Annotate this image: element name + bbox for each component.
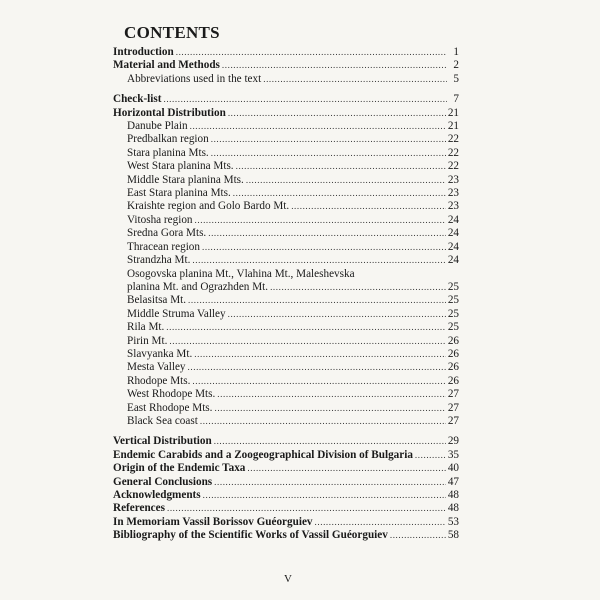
toc-entry-page: 25 bbox=[447, 307, 459, 320]
dot-leader bbox=[263, 73, 447, 86]
toc-entry bbox=[113, 375, 459, 388]
toc-entry bbox=[113, 133, 459, 146]
dot-leader bbox=[390, 529, 446, 542]
toc-entry-label: West Rhodope Mts. bbox=[127, 388, 216, 401]
toc-entry bbox=[113, 449, 459, 462]
toc-entry-page: 58 bbox=[447, 529, 459, 542]
dot-leader bbox=[291, 200, 446, 213]
dot-leader bbox=[222, 59, 447, 72]
dot-leader bbox=[192, 254, 445, 267]
toc-entry bbox=[113, 241, 459, 254]
dot-leader bbox=[211, 147, 446, 160]
toc-entry-label: East Rhodope Mts. bbox=[127, 401, 213, 414]
toc-entry bbox=[113, 254, 459, 267]
dot-leader bbox=[203, 489, 446, 502]
toc-entry-label: East Stara planina Mts. bbox=[127, 187, 231, 200]
toc-entry-page: 1 bbox=[453, 46, 459, 58]
toc-entry-label: Horizontal Distribution bbox=[113, 106, 226, 119]
toc-entry-page: 23 bbox=[447, 200, 459, 213]
toc-entry bbox=[113, 516, 459, 529]
dot-leader bbox=[315, 516, 446, 529]
toc-entry-label: planina Mt. and Ograzhden Mt. bbox=[127, 280, 269, 293]
toc-entry-page: 53 bbox=[447, 515, 459, 528]
dot-leader bbox=[192, 375, 445, 388]
dot-leader bbox=[211, 133, 446, 146]
toc-entry-page: 26 bbox=[447, 334, 459, 347]
toc-entry-page: 24 bbox=[447, 213, 459, 226]
toc-entry-page: 29 bbox=[447, 435, 459, 448]
toc-entry bbox=[113, 308, 459, 321]
toc-entry-label: Sredna Gora Mts. bbox=[127, 227, 207, 240]
toc-entry bbox=[113, 462, 459, 475]
toc-entry-label: Predbalkan region bbox=[127, 133, 209, 146]
toc-entry-page: 24 bbox=[447, 227, 459, 240]
toc-entry-page: 23 bbox=[447, 173, 459, 186]
toc-entry-label: Middle Struma Valley bbox=[127, 307, 226, 320]
dot-leader bbox=[270, 281, 446, 294]
toc-entry bbox=[113, 335, 459, 348]
toc-entry-page: 21 bbox=[447, 120, 459, 133]
toc-entry-page: 21 bbox=[447, 106, 459, 119]
toc-entry bbox=[113, 93, 459, 106]
toc-entry-page: 48 bbox=[447, 502, 459, 515]
toc-entry-label: General Conclusions bbox=[113, 475, 213, 488]
dot-leader bbox=[176, 46, 447, 59]
toc-entry-label: Osogovska planina Mt., Vlahina Mt., Maleshevska bbox=[127, 267, 355, 280]
toc-entry-label: References bbox=[113, 502, 165, 515]
dot-leader bbox=[236, 160, 446, 173]
toc-entry bbox=[113, 321, 459, 334]
toc-entry-label: Stara planina Mts. bbox=[127, 146, 209, 159]
toc-entry bbox=[113, 294, 459, 307]
toc-entry bbox=[113, 415, 459, 428]
toc-entry-label: Middle Stara planina Mts. bbox=[127, 173, 244, 186]
toc-entry bbox=[113, 281, 459, 294]
toc-entry-page: 35 bbox=[447, 448, 459, 461]
toc-entry-label: Rhodope Mts. bbox=[127, 374, 191, 387]
dot-leader bbox=[188, 294, 446, 307]
toc-entry bbox=[113, 361, 459, 374]
dot-leader bbox=[202, 241, 446, 254]
toc-entry-page: 26 bbox=[447, 374, 459, 387]
dot-leader bbox=[167, 502, 446, 515]
toc-entry-page: 22 bbox=[447, 133, 459, 146]
toc-entry bbox=[113, 120, 459, 133]
dot-leader bbox=[188, 361, 446, 374]
dot-leader bbox=[214, 402, 445, 415]
page-number: V bbox=[284, 573, 292, 585]
dot-leader bbox=[228, 107, 446, 120]
toc-entry-page: 22 bbox=[447, 160, 459, 173]
toc-entry-page: 25 bbox=[447, 280, 459, 293]
toc-entry-page: 27 bbox=[447, 401, 459, 414]
toc-entry-label: Belasitsa Mt. bbox=[127, 294, 187, 307]
dot-leader bbox=[208, 227, 446, 240]
dot-leader bbox=[194, 348, 446, 361]
toc-entry-page: 26 bbox=[447, 347, 459, 360]
toc-entry-page: 40 bbox=[447, 462, 459, 475]
toc-entry-label: Material and Methods bbox=[113, 59, 220, 72]
toc-entry-page: 25 bbox=[447, 321, 459, 334]
toc-entry-label: Vitosha region bbox=[127, 213, 193, 226]
toc-entry bbox=[113, 489, 459, 502]
toc-entry-page: 27 bbox=[447, 414, 459, 427]
dot-leader bbox=[246, 174, 446, 187]
toc-entry-label: In Memoriam Vassil Borissov Guéorguiev bbox=[113, 515, 313, 528]
toc-entry-label: Bibliography of the Scientific Works of Vassil Guéorguiev bbox=[113, 529, 388, 542]
dot-leader bbox=[214, 435, 446, 448]
toc-entry-label: Mesta Valley bbox=[127, 361, 186, 374]
toc-entry bbox=[113, 529, 459, 542]
toc-entry bbox=[113, 227, 459, 240]
toc-entry bbox=[113, 402, 459, 415]
dot-leader bbox=[190, 120, 446, 133]
toc-entry bbox=[113, 174, 459, 187]
dot-leader bbox=[415, 449, 446, 462]
toc-entry bbox=[113, 147, 459, 160]
dot-leader bbox=[163, 93, 447, 106]
dot-leader bbox=[217, 388, 446, 401]
toc-entry-label: Vertical Distribution bbox=[113, 435, 212, 448]
toc-entry-page: 26 bbox=[447, 361, 459, 374]
toc-entry-page: 24 bbox=[447, 240, 459, 253]
toc-entry bbox=[113, 59, 459, 72]
toc-entry-label: Kraishte region and Golo Bardo Mt. bbox=[127, 200, 290, 213]
toc-entry bbox=[113, 73, 459, 86]
dot-leader bbox=[247, 462, 445, 475]
toc-entry bbox=[113, 187, 459, 200]
dot-leader bbox=[214, 476, 446, 489]
toc-entry-page: 25 bbox=[447, 294, 459, 307]
toc-entry-label: Black Sea coast bbox=[127, 414, 198, 427]
toc-entry-label: West Stara planina Mts. bbox=[127, 160, 234, 173]
toc-entry-label: Slavyanka Mt. bbox=[127, 347, 193, 360]
toc-entry bbox=[113, 388, 459, 401]
toc-entry bbox=[113, 107, 459, 120]
dot-leader bbox=[233, 187, 446, 200]
toc-entry-label: Danube Plain bbox=[127, 120, 188, 133]
toc-entry bbox=[113, 502, 459, 515]
toc-entry-page: 48 bbox=[447, 489, 459, 501]
toc-entry-label: Acknowledgments bbox=[113, 489, 201, 501]
toc-entry bbox=[113, 476, 459, 489]
toc-entry bbox=[113, 46, 459, 59]
toc-entry-label: Strandzha Mt. bbox=[127, 254, 191, 267]
toc-entry bbox=[113, 160, 459, 173]
toc-entry-label: Endemic Carabids and a Zoogeographical Division of Bulgaria bbox=[113, 448, 413, 461]
toc-entry bbox=[113, 200, 459, 213]
toc-entry-page: 5 bbox=[453, 72, 459, 85]
toc-entry-label: Abbreviations used in the text bbox=[127, 72, 262, 85]
toc-entry-label: Introduction bbox=[113, 46, 174, 58]
toc-entry-page: 24 bbox=[447, 254, 459, 267]
toc-entry-page: 47 bbox=[447, 475, 459, 488]
toc-entry bbox=[113, 268, 459, 281]
toc-entry-label: Pirin Mt. bbox=[127, 334, 168, 347]
toc-entry-page: 7 bbox=[453, 93, 459, 106]
dot-leader bbox=[169, 335, 445, 348]
table-of-contents bbox=[113, 46, 459, 543]
dot-leader bbox=[228, 308, 446, 321]
toc-entry bbox=[113, 214, 459, 227]
toc-entry-label: Check-list bbox=[113, 93, 162, 106]
toc-entry-page: 27 bbox=[447, 388, 459, 401]
toc-entry-page: 22 bbox=[447, 146, 459, 159]
toc-entry-label: Thracean region bbox=[127, 240, 200, 253]
page-title: CONTENTS bbox=[124, 23, 220, 42]
toc-entry-label: Rila Mt. bbox=[127, 321, 165, 334]
dot-leader bbox=[200, 415, 446, 428]
dot-leader bbox=[166, 321, 446, 334]
toc-entry-page: 2 bbox=[453, 59, 459, 72]
toc-entry bbox=[113, 435, 459, 448]
toc-entry bbox=[113, 348, 459, 361]
dot-leader bbox=[195, 214, 446, 227]
toc-entry-page: 23 bbox=[447, 187, 459, 200]
toc-entry-label: Origin of the Endemic Taxa bbox=[113, 462, 246, 475]
